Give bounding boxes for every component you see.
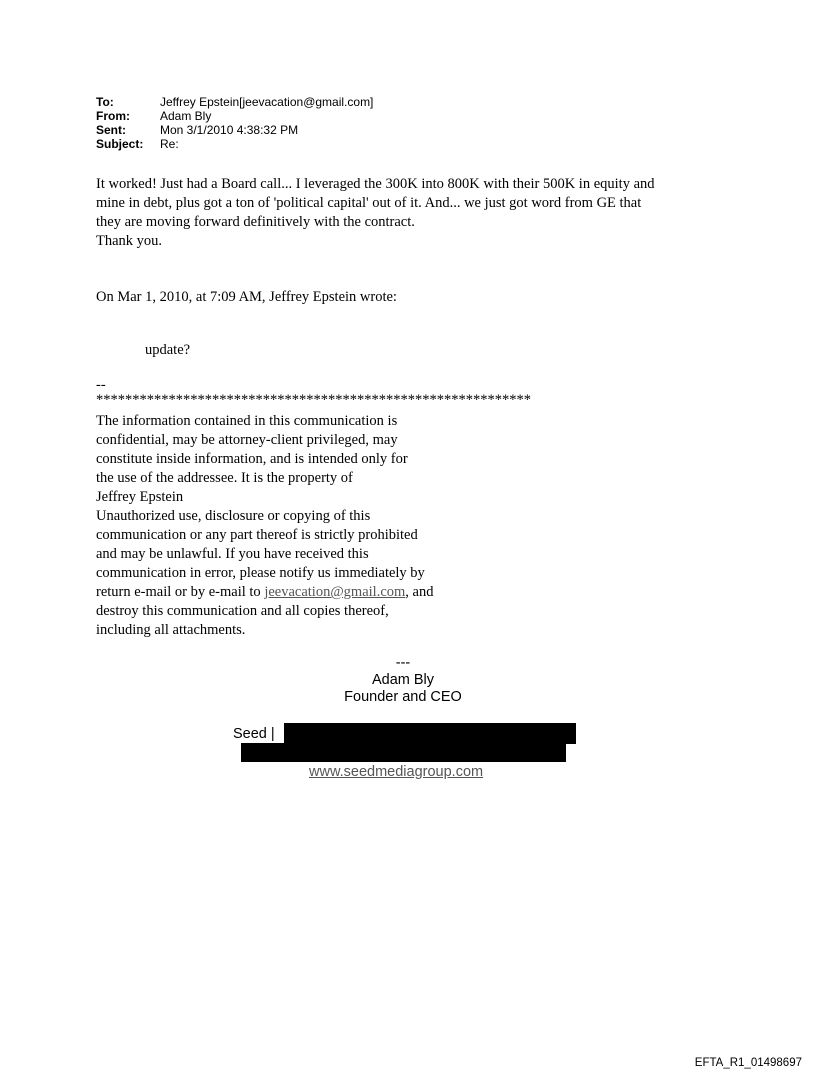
from-label: From: xyxy=(96,109,130,123)
disclaimer-line: confidential, may be attorney-client privileged, may xyxy=(96,432,398,448)
body-line: It worked! Just had a Board call... I leveraged the 300K into 800K with their 500K in equity and xyxy=(96,176,655,192)
disclaimer-text: return e-mail or by e-mail to xyxy=(96,584,265,600)
document-id: EFTA_R1_01498697 xyxy=(694,1057,802,1069)
disclaimer-line: the use of the addressee. It is the property of xyxy=(96,470,353,486)
message-body xyxy=(96,175,736,251)
sent-label: Sent: xyxy=(96,123,126,137)
to-value: Jeffrey Epstein[jeevacation@gmail.com] xyxy=(160,95,374,109)
sent-value: Mon 3/1/2010 4:38:32 PM xyxy=(160,123,299,137)
disclaimer-line: constitute inside information, and is intended only for xyxy=(96,451,408,467)
confidentiality-disclaimer xyxy=(96,412,476,640)
from-row xyxy=(96,109,373,123)
body-thanks: Thank you. xyxy=(96,233,163,249)
quoted-message: update? xyxy=(145,342,191,358)
disclaimer-line: communication in error, please notify us immediately by xyxy=(96,565,425,581)
signature-name: Adam Bly xyxy=(371,672,435,688)
disclaimer-line: including all attachments. xyxy=(96,622,246,638)
to-label: To: xyxy=(96,95,114,109)
quote-attribution: On Mar 1, 2010, at 7:09 AM, Jeffrey Epstein wrote: xyxy=(96,289,397,305)
disclaimer-line: and may be unlawful. If you have received this xyxy=(96,546,369,562)
disclaimer-line: communication or any part thereof is strictly prohibited xyxy=(96,527,418,543)
disclaimer-line-with-link xyxy=(96,583,476,602)
disclaimer-text: , and xyxy=(405,584,434,600)
signature-separator: --- xyxy=(395,655,411,671)
disclaimer-line: The information contained in this communication is xyxy=(96,413,398,429)
email-header xyxy=(96,95,373,151)
email-link[interactable]: jeevacation@gmail.com xyxy=(264,584,406,600)
signature-block xyxy=(300,655,506,706)
disclaimer-line: Unauthorized use, disclosure or copying of this xyxy=(96,508,371,524)
body-line: they are moving forward definitively with the contract. xyxy=(96,214,415,230)
subject-value: Re: xyxy=(160,137,179,151)
to-row xyxy=(96,95,373,109)
redaction-bar xyxy=(284,723,576,744)
sig-dashes: -- xyxy=(96,377,106,393)
disclaimer-line: Jeffrey Epstein xyxy=(96,489,184,505)
subject-row xyxy=(96,137,373,151)
body-line: mine in debt, plus got a ton of 'political capital' out of it. And... we just got word from GE that xyxy=(96,195,642,211)
sent-row xyxy=(96,123,373,137)
star-separator: ************************************************************ xyxy=(96,392,531,408)
from-value: Adam Bly xyxy=(160,109,212,123)
signature-title: Founder and CEO xyxy=(344,689,462,705)
disclaimer-line: destroy this communication and all copies thereof, xyxy=(96,603,389,619)
subject-label: Subject: xyxy=(96,137,144,151)
company-label: Seed | xyxy=(233,726,275,742)
redaction-bar xyxy=(241,743,566,762)
website-link[interactable]: www.seedmediagroup.com xyxy=(309,764,484,780)
